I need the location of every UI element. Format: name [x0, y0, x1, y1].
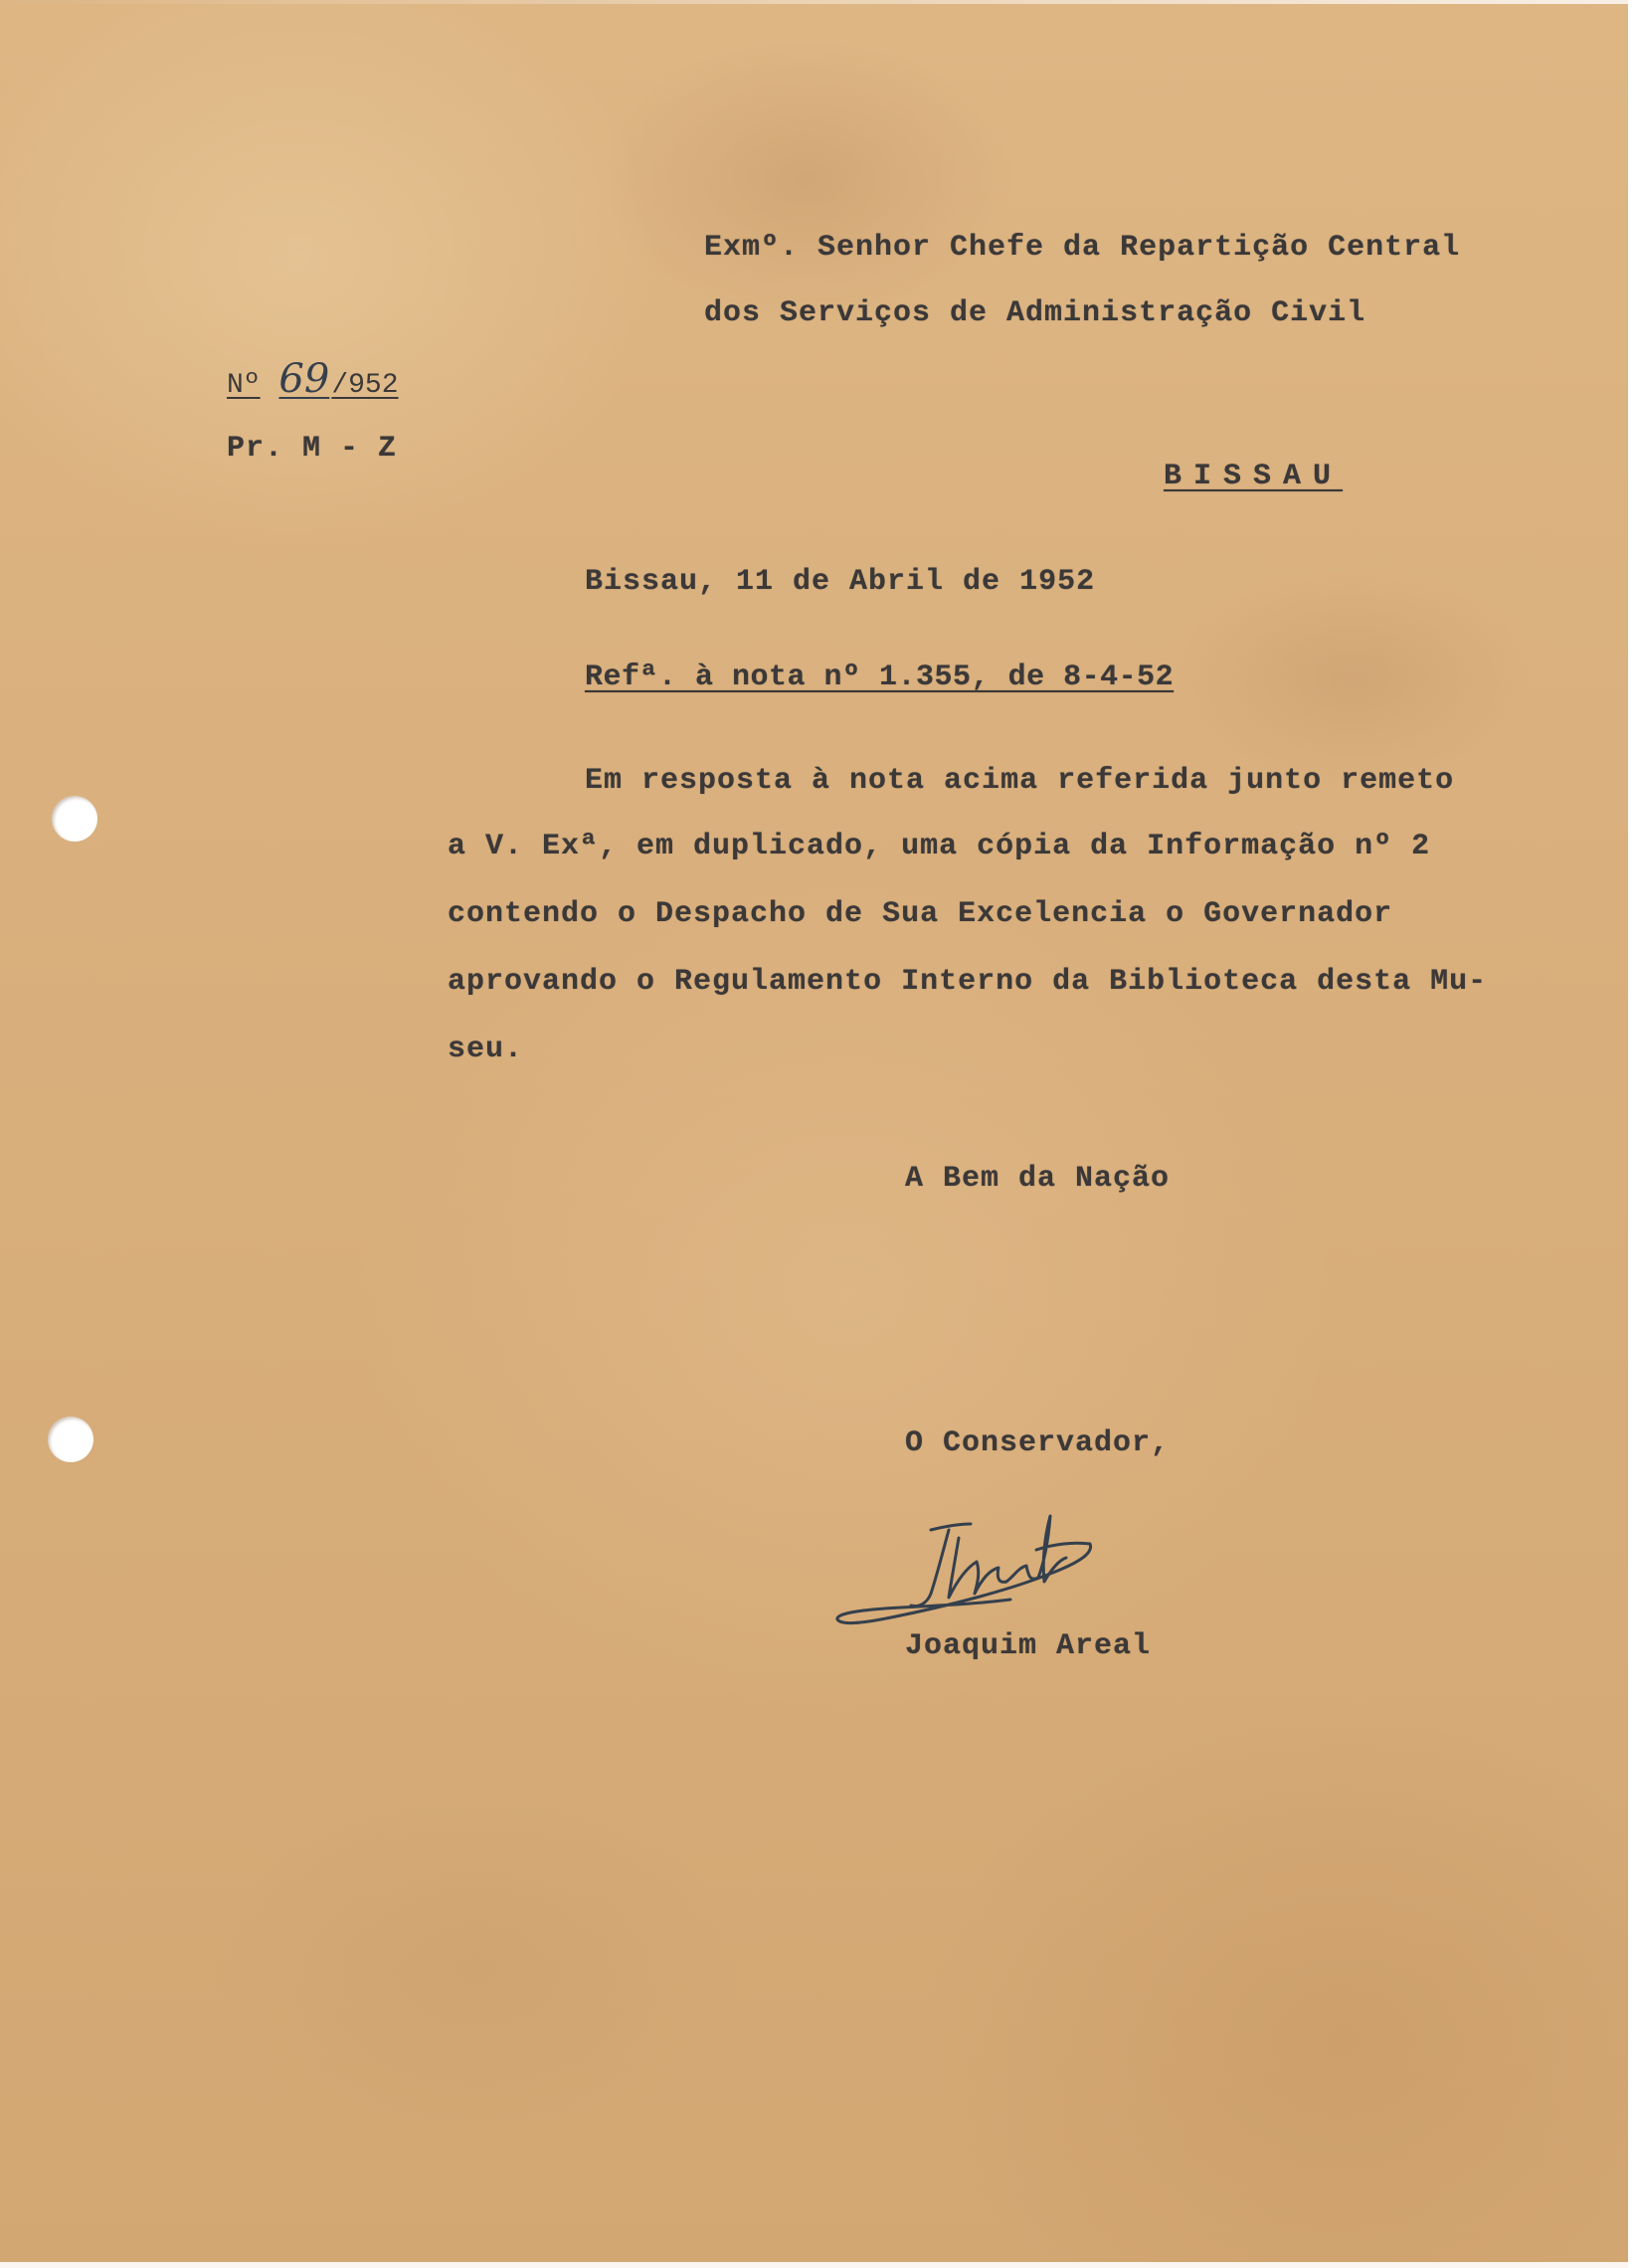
body-line: a V. Exª, em duplicado, uma cópia da Informação nº 2: [448, 830, 1431, 863]
page-bottom-edge: [0, 2262, 1634, 2268]
body-line: seu.: [448, 1033, 524, 1066]
signer-name: Joaquim Areal: [905, 1629, 1152, 1663]
place-and-date: Bissau, 11 de Abril de 1952: [585, 565, 1096, 599]
page-right-edge: [1628, 0, 1634, 2268]
document-number: [227, 356, 399, 402]
document-number-label: Nº: [227, 370, 261, 401]
closing-salutation: A Bem da Nação: [905, 1162, 1171, 1196]
process-reference: Pr. M - Z: [227, 432, 398, 466]
addressee-line-2: dos Serviços de Administração Civil: [704, 296, 1366, 330]
reference-note: Refª. à nota nº 1.355, de 8-4-52: [585, 661, 1175, 694]
punch-hole-top: [52, 796, 97, 842]
punch-hole-bottom: [48, 1417, 93, 1462]
signer-title: O Conservador,: [905, 1426, 1171, 1460]
body-line: Em resposta à nota acima referida junto remeto: [585, 764, 1455, 798]
page-top-edge: [0, 0, 1634, 4]
document-number-suffix: /952: [331, 370, 399, 401]
body-line: aprovando o Regulamento Interno da Biblioteca desta Mu-: [448, 965, 1488, 999]
addressee-line-1: Exmº. Senhor Chefe da Repartição Central: [704, 231, 1461, 265]
document-number-handwritten: 69: [278, 356, 330, 402]
destination-city: BISSAU: [1164, 460, 1344, 493]
body-line: contendo o Despacho de Sua Excelencia o Governador: [448, 897, 1393, 931]
